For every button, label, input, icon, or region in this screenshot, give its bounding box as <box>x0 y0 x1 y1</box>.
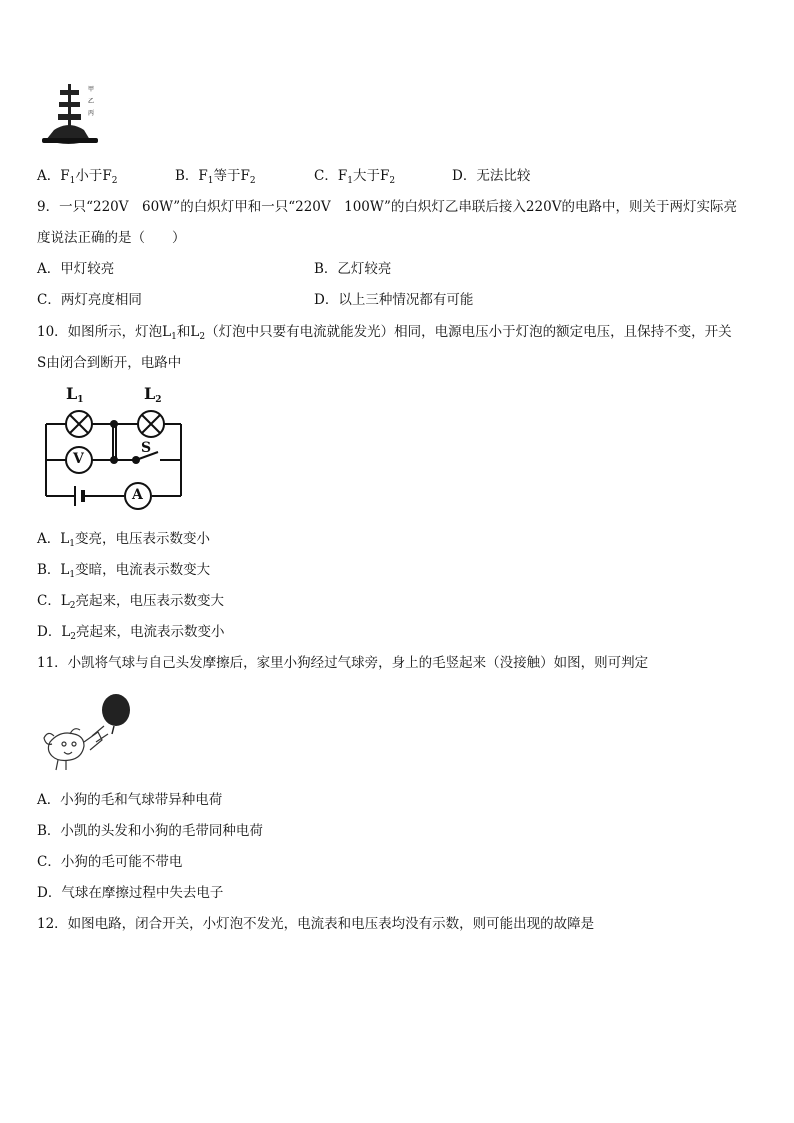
q11-option-d: D．气球在摩擦过程中失去电子 <box>37 885 224 901</box>
q10-option-d: D．$L_2$亮起来，电流表示数变小 <box>37 624 225 642</box>
q10-circuit-diagram <box>40 384 190 510</box>
q10-stem-line1: 10．如图所示，灯泡$L_1$和$L_2$（灯泡中只要有电流就能发光）相同，电源电压小于灯泡的额定电压，且保持不变，开关 <box>37 324 732 342</box>
q10-option-a: A．$L_1$变亮，电压表示数变小 <box>37 531 210 549</box>
q11-stem: 11．小凯将气球与自己头发摩擦后，家里小狗经过气球旁，身上的毛竖起来（没接触）如图，则可判定 <box>37 655 649 671</box>
q10-option-c: C．$L_2$亮起来，电压表示数变大 <box>37 593 225 611</box>
q8-option-a: A．$F_1$小于$F_2$ <box>37 168 118 186</box>
q10-circuit-wiring <box>40 384 190 510</box>
q12-stem: 12．如图电路，闭合开关，小灯泡不发光，电流表和电压表均没有示数，则可能出现的故障是 <box>37 916 595 932</box>
q11-option-c: C．小狗的毛可能不带电 <box>37 854 183 870</box>
lamp-l2-label: $L_2$ <box>144 384 162 405</box>
voltmeter-label: V <box>73 451 84 467</box>
magnet-stand-figure <box>40 80 100 150</box>
q8-option-c: C．$F_1$大于$F_2$ <box>314 168 396 186</box>
q9-option-c: C．两灯亮度相同 <box>37 292 142 308</box>
label-bing: 丙 <box>88 110 95 117</box>
q9-stem-line2: 度说法正确的是（ ） <box>37 230 186 246</box>
dog-balloon-figure <box>40 690 140 775</box>
lamp-l1-label: $L_1$ <box>66 384 84 405</box>
q9-option-b: B．乙灯较亮 <box>314 261 392 277</box>
q8-option-d: D．无法比较 <box>452 168 531 184</box>
switch-s-label: S <box>141 440 152 456</box>
q9-option-a: A．甲灯较亮 <box>37 261 115 277</box>
q9-stem-line1: 9．一只“220V 60W”的白炽灯甲和一只“220V 100W”的白炽灯乙串联后接入220V的电路中，则关于两灯实际亮 <box>37 199 737 215</box>
q10-option-b: B．$L_1$变暗，电流表示数变大 <box>37 562 211 580</box>
q11-option-a: A．小狗的毛和气球带异种电荷 <box>37 792 223 808</box>
ammeter-label: A <box>132 487 143 503</box>
q10-stem-line2: S由闭合到断开，电路中 <box>37 355 182 371</box>
q9-option-d: D．以上三种情况都有可能 <box>314 292 474 308</box>
q11-option-b: B．小凯的头发和小狗的毛带同种电荷 <box>37 823 263 839</box>
label-jia: 甲 <box>88 86 95 93</box>
label-yi: 乙 <box>88 98 95 105</box>
q8-option-b: B．$F_1$等于$F_2$ <box>175 168 256 186</box>
dog-balloon-illustration <box>40 690 140 775</box>
